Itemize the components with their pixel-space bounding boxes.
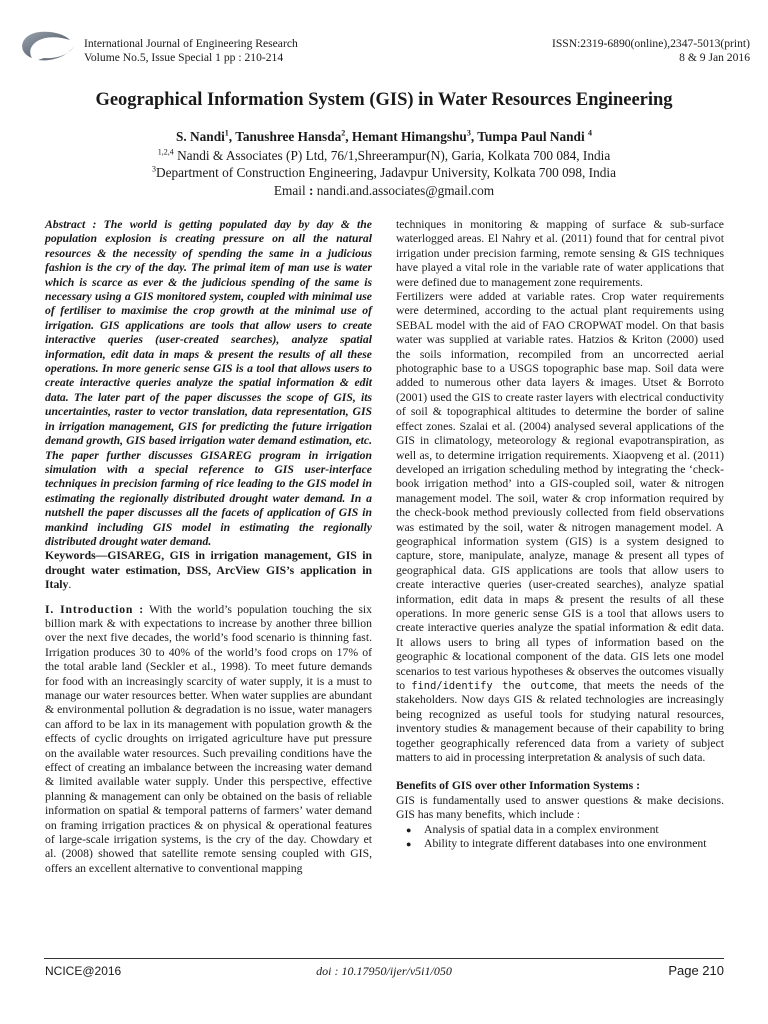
right-column bbox=[396, 218, 724, 851]
body-paragraph: techniques in monitoring & mapping of surface & sub-surface waterlogged areas. El Nahry et al. (2011) found that for central pivot irrigation under precision farming, remote sensing & GIS techniques have played a vital role in the variable rate of water applications that were defined due to management zone requirements. bbox=[396, 218, 724, 289]
author-list: S. Nandi$^1$, Tanushree Hansda$^2$, Hemant Himangshu$^3$, Tumpa Paul Nandi $^4$ bbox=[176, 128, 592, 144]
author-sup: 1 bbox=[224, 128, 229, 138]
body-text: Fertilizers were added at variable rates. Crop water requirements were determined, according to the actual plant requirements using SEBAL model with the aid of FAO CROPWAT model. On that basis water was supplied at variable rates. Hatzios & Kriton (2000) used the soils information, recompiled from an uncorrected aerial photographic base to a USGS topographic base map. Soil data were added to numerous other data layers & images. Utset & Borroto (2001) used the GIS to create raster layers with electrical conductivity of soil & topographical altitudes to determine the border of saline effect zones. Szalai et al. (2004) analysed several applications of the GIS in climatology, meteorology & regional evapotranspiration, as well as, to determine irrigation requirements. Xiaopveng et al. (2011) developed an irrigation scheduling method by integrating the ‘check-book irrigation method’ into a GIS-coupled soil, water & nitrogen management model. The soil, water & crop information required by the check-book method previously collected from field observations was estimated by the soil, water & nitrogen management model. A geographical information system (GIS) is a system designed to capture, store, manipulate, analyze, manage & present all types of geographical data. GIS applications are tools that allow users to create interactive queries (user-created searches), analyze spatial information, edit data in maps & present the results of all these operations. In more generic sense GIS is a tool that allows users to create interactive queries analyze the spatial information & edit data. It allows users to bring all types of information based on the geographic & locational component of the data. GIS lets one model scenarios to test various hypotheses & observes the outcomes visually to bbox=[396, 290, 724, 692]
keywords-paragraph bbox=[45, 549, 372, 592]
footer-doi[interactable]: doi : 10.17950/ijer/v5i1/050 bbox=[316, 964, 452, 978]
author-name: Tanushree Hansda bbox=[235, 129, 342, 144]
introduction-heading: I. Introduction : bbox=[45, 602, 145, 616]
author-sup: 4 bbox=[587, 128, 592, 138]
body-paragraph bbox=[396, 290, 724, 765]
journal-issn: ISSN:2319-6890(online),2347-5013(print) bbox=[551, 37, 750, 50]
page-number: Page 210 bbox=[668, 963, 724, 978]
keywords: Keywords—GISAREG, GIS in irrigation management, GIS in drought water estimation, DSS, ArcView GIS’s application in Italy bbox=[45, 549, 372, 592]
footer-divider bbox=[44, 958, 724, 959]
left-column bbox=[45, 218, 372, 876]
affiliation-text: Nandi & Associates (P) Ltd, 76/1,Shreerampur(N), Garia, Kolkata 700 084, India bbox=[173, 148, 611, 163]
author-sup: 3 bbox=[466, 128, 471, 138]
email-label: Email bbox=[273, 183, 306, 198]
email-separator: : bbox=[305, 183, 317, 198]
benefits-heading: Benefits of GIS over other Information Systems : bbox=[396, 779, 641, 793]
author-name: Hemant Himangshu bbox=[351, 129, 467, 144]
affiliation-sup: 1,2,4 bbox=[157, 147, 174, 157]
journal-date: 8 & 9 Jan 2016 bbox=[679, 51, 750, 64]
journal-volume: Volume No.5, Issue Special 1 pp : 210-214 bbox=[84, 51, 284, 64]
journal-header bbox=[18, 26, 750, 72]
journal-issn-block bbox=[552, 37, 750, 65]
author-email bbox=[0, 182, 768, 199]
introduction-paragraph bbox=[45, 603, 372, 877]
list-item: ● Analysis of spatial data in a complex environment bbox=[424, 823, 724, 837]
author-name: S. Nandi bbox=[176, 129, 225, 144]
paper-title: Geographical Information System (GIS) in Water Resources Engineering bbox=[95, 90, 673, 110]
affiliation-text: Department of Construction Engineering, Jadavpur University, Kolkata 700 098, India bbox=[156, 165, 616, 180]
list-item: ● Ability to integrate different databases into one environment bbox=[424, 837, 724, 851]
abstract: Abstract : The world is getting populated day by day & the population explosion is creating pressure on all the natural resources & the necessity of spending the same in a judicious fashion is the cry of the day. The primal item of man use is water which is scarce as ever & the judicious spending of the same is necessary using a GIS monitored system, coupled with minimal use of fertiliser to maximise the crop growth at the minimal use of irrigation. GIS applications are tools that allow users to create interactive queries (user-created searches), analyze spatial information, edit data in maps & present the results of all these operations. In more generic sense GIS is a tool that allows users to create interactive queries analyze the spatial information & edit data. The later part of the paper discusses the scope of GIS, its uncertainties, raster to vector translation, data representation, GIS in irrigation management, GIS for predicting the future irrigation demand growth, GIS based irrigation water demand estimation, etc. The paper further discusses GISAREG program in irrigation simulation with a special reference to GIS user-interface techniques in precision farming of rice leading to the GIS model in estimating the regionally distributed drought water demand. In a nutshell the paper discusses all the facets of application of GIS in mankind including GIS model in estimating the regionally distributed drought water demand. bbox=[45, 218, 372, 548]
footer-conference: NCICE@2016 bbox=[45, 964, 122, 978]
journal-name: International Journal of Engineering Research bbox=[84, 37, 298, 50]
journal-logo-icon bbox=[18, 28, 80, 64]
introduction-text: With the world’s population touching the six billion mark & with expectations to increase by another three billion over the next five decades, the world’s food scenario is thinning fast. Irrigation produces 30 to 40% of the world’s food crops on 17% of the total arable land (Seckler et al., 1998). To meet future demands for food with an increasingly scarcity of water supply, it is a must to manage our water resources better. When water supplies are abundant & environmental pollution & degradation is no issue, water managers can afford to be lax in its management with population growth & the effects of cyclic droughts on irrigated agriculture have put pressure on the available water resources. Such prevailing conditions have the effect of creating an imbalance between the increasing water demand & limited available water supply. Under this perspective, effective planning & management can only be obtained on the basis of reliable information on spatial & temporal patterns of farmers’ water demand on framing irrigation practices & on physical & operational features of large-scale irrigation systems, is the cry of the day. Chowdary et al. (2008) showed that satellite remote sensing coupled with GIS, offers an excellent alternative to conventional mapping bbox=[45, 602, 372, 875]
journal-info bbox=[84, 37, 298, 65]
keywords-end: . bbox=[68, 578, 72, 592]
logo-text: IJER bbox=[37, 43, 59, 54]
author-sup: 2 bbox=[341, 128, 346, 138]
benefits-intro: GIS is fundamentally used to answer questions & make decisions. GIS has many benefits, which include : bbox=[396, 793, 724, 822]
benefits-list bbox=[396, 823, 724, 852]
affiliation-2 bbox=[0, 164, 768, 181]
affiliation-1 bbox=[0, 147, 768, 164]
body-text-mono: find/identify the outcome bbox=[411, 680, 575, 692]
body-text: , that meets the needs of the stakeholders. Now days GIS & related technologies are increasingly being recognized as useful tools for studying natural resources, inventory studies & management because of their capability to bring together geographically referenced data from a variety of subject matters to aid in processing interpretation & analysis of such data. bbox=[396, 679, 724, 765]
affiliation-sup: 3 bbox=[152, 164, 156, 174]
author-name: Tumpa Paul Nandi bbox=[477, 129, 585, 144]
email-address[interactable]: nandi.and.associates@gmail.com bbox=[316, 183, 495, 198]
